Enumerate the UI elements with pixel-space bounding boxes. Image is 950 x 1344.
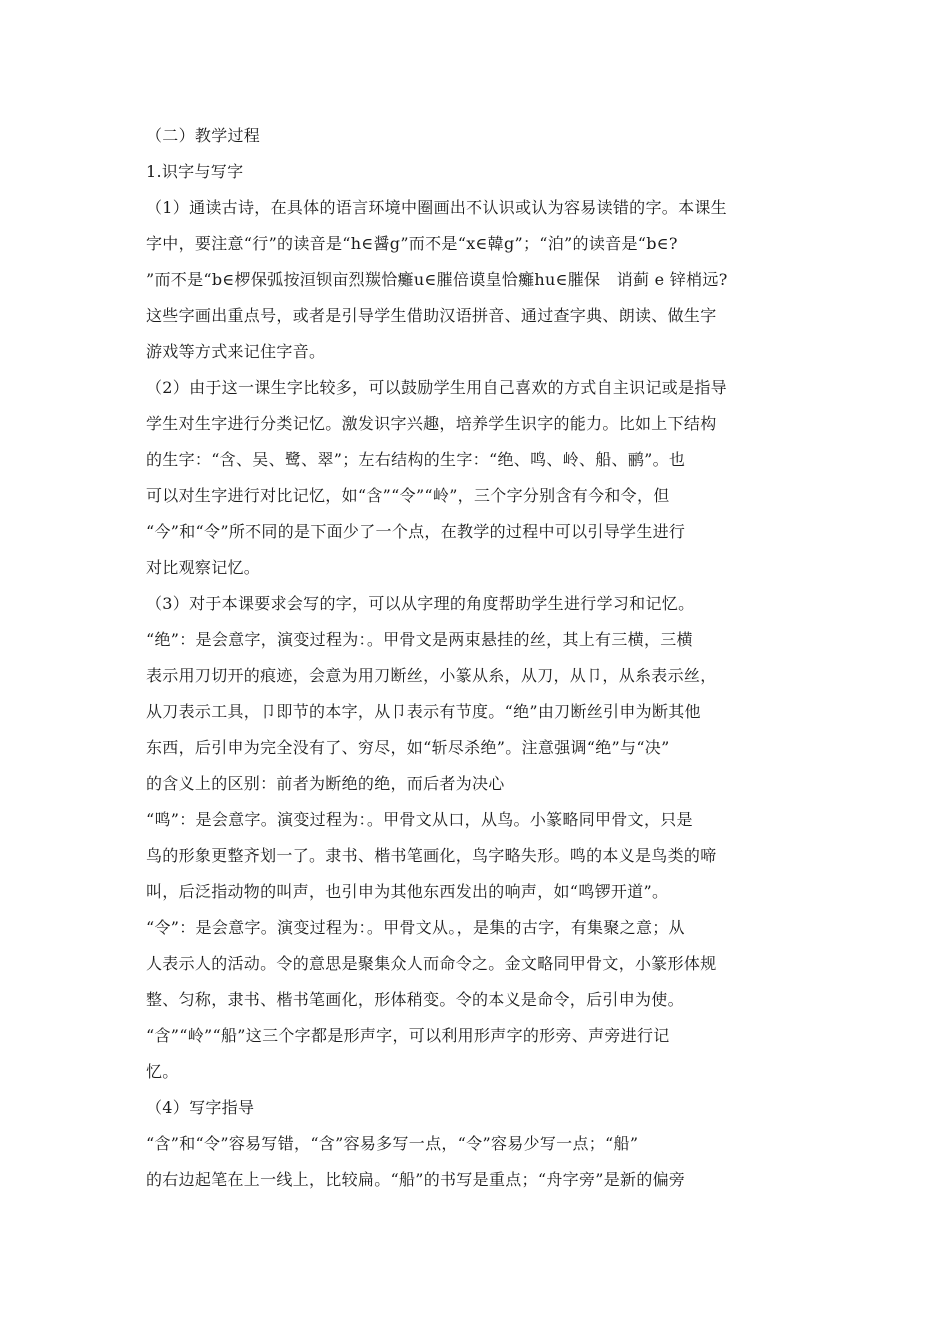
subsection-heading: （4）写字指导 <box>146 1098 255 1117</box>
paragraph-line: 字中，要注意“行”的读音是“h∈醤g”而不是“x∈韓g”；“泊”的读音是“b∈? <box>146 234 678 253</box>
paragraph-line: 整、匀称，隶书、楷书笔画化，形体稍变。令的本义是命令，后引申为使。 <box>146 990 684 1009</box>
paragraph-line: 的右边起笔在上一线上，比较扁。“船”的书写是重点；“舟字旁”是新的偏旁 <box>146 1170 686 1189</box>
paragraph-line: 人表示人的活动。令的意思是聚集众人而命令之。金文略同甲骨文，小篆形体规 <box>146 954 717 973</box>
paragraph-line: 的生字：“含、吴、鹭、翠”；左右结构的生字：“绝、鸣、岭、船、鹂”。也 <box>146 450 686 469</box>
paragraph-line: 这些字画出重点号，或者是引导学生借助汉语拼音、通过查字典、朗读、做生字 <box>146 306 717 325</box>
paragraph-line: “今”和“令”所不同的是下面少了一个点，在教学的过程中可以引导学生进行 <box>146 522 686 541</box>
paragraph-line: 表示用刀切开的痕迹，会意为用刀断丝，小篆从糸，从刀，从卩，从糸表示丝， <box>146 666 717 685</box>
paragraph-line: 对比观察记忆。 <box>146 558 261 577</box>
paragraph-line: （3）对于本课要求会写的字，可以从字理的角度帮助学生进行学习和记忆。 <box>146 594 695 613</box>
paragraph-line: “绝”：是会意字，演变过程为：。甲骨文是两束悬挂的丝，其上有三横，三横 <box>146 630 693 649</box>
paragraph-line: “令”：是会意字。演变过程为：。甲骨文从。，是集的古字，有集聚之意；从 <box>146 918 685 937</box>
paragraph-line: 游戏等方式来记住字音。 <box>146 342 326 361</box>
paragraph-line: “鸣”：是会意字。演变过程为：。甲骨文从口，从鸟。小篆略同甲骨文，只是 <box>146 810 693 829</box>
paragraph-line: “含”和“令”容易写错，“含”容易多写一点，“令”容易少写一点；“船” <box>146 1134 639 1153</box>
paragraph-line: 东西，后引申为完全没有了、穷尽，如“斩尽杀绝”。注意强调“绝”与“决” <box>146 738 670 757</box>
paragraph-line: 叫，后泛指动物的叫声，也引申为其他东西发出的响声，如“鸣锣开道”。 <box>146 882 669 901</box>
paragraph-line: ”而不是“b∈椤保弧按洹钡亩烈羰恰癱u∈膗倍谟皇恰癱hu∈膗保 诮蓟 e 锌梢远? <box>146 270 728 289</box>
section-heading: （二）教学过程 <box>146 126 261 145</box>
paragraph-line: （2）由于这一课生字比较多，可以鼓励学生用自己喜欢的方式自主识记或是指导 <box>146 378 727 397</box>
paragraph-line: 的含义上的区别：前者为断绝的绝，而后者为决心 <box>146 774 505 793</box>
paragraph-line: （1）通读古诗，在具体的语言环境中圈画出不认识或认为容易读错的字。本课生 <box>146 198 727 217</box>
paragraph-line: 从刀表示工具，卩即节的本字，从卩表示有节度。“绝”由刀断丝引申为断其他 <box>146 702 701 721</box>
paragraph-line: 学生对生字进行分类记忆。激发识字兴趣，培养学生识字的能力。比如上下结构 <box>146 414 717 433</box>
paragraph-line: 鸟的形象更整齐划一了。隶书、楷书笔画化，鸟字略失形。鸣的本义是鸟类的啼 <box>146 846 717 865</box>
subsection-heading: 1.识字与写字 <box>146 162 244 181</box>
paragraph-line: “含”“岭”“船”这三个字都是形声字，可以利用形声字的形旁、声旁进行记 <box>146 1026 670 1045</box>
paragraph-line: 可以对生字进行对比记忆，如“含”“令”“岭”，三个字分别含有今和令，但 <box>146 486 670 505</box>
paragraph-line: 忆。 <box>146 1062 179 1081</box>
